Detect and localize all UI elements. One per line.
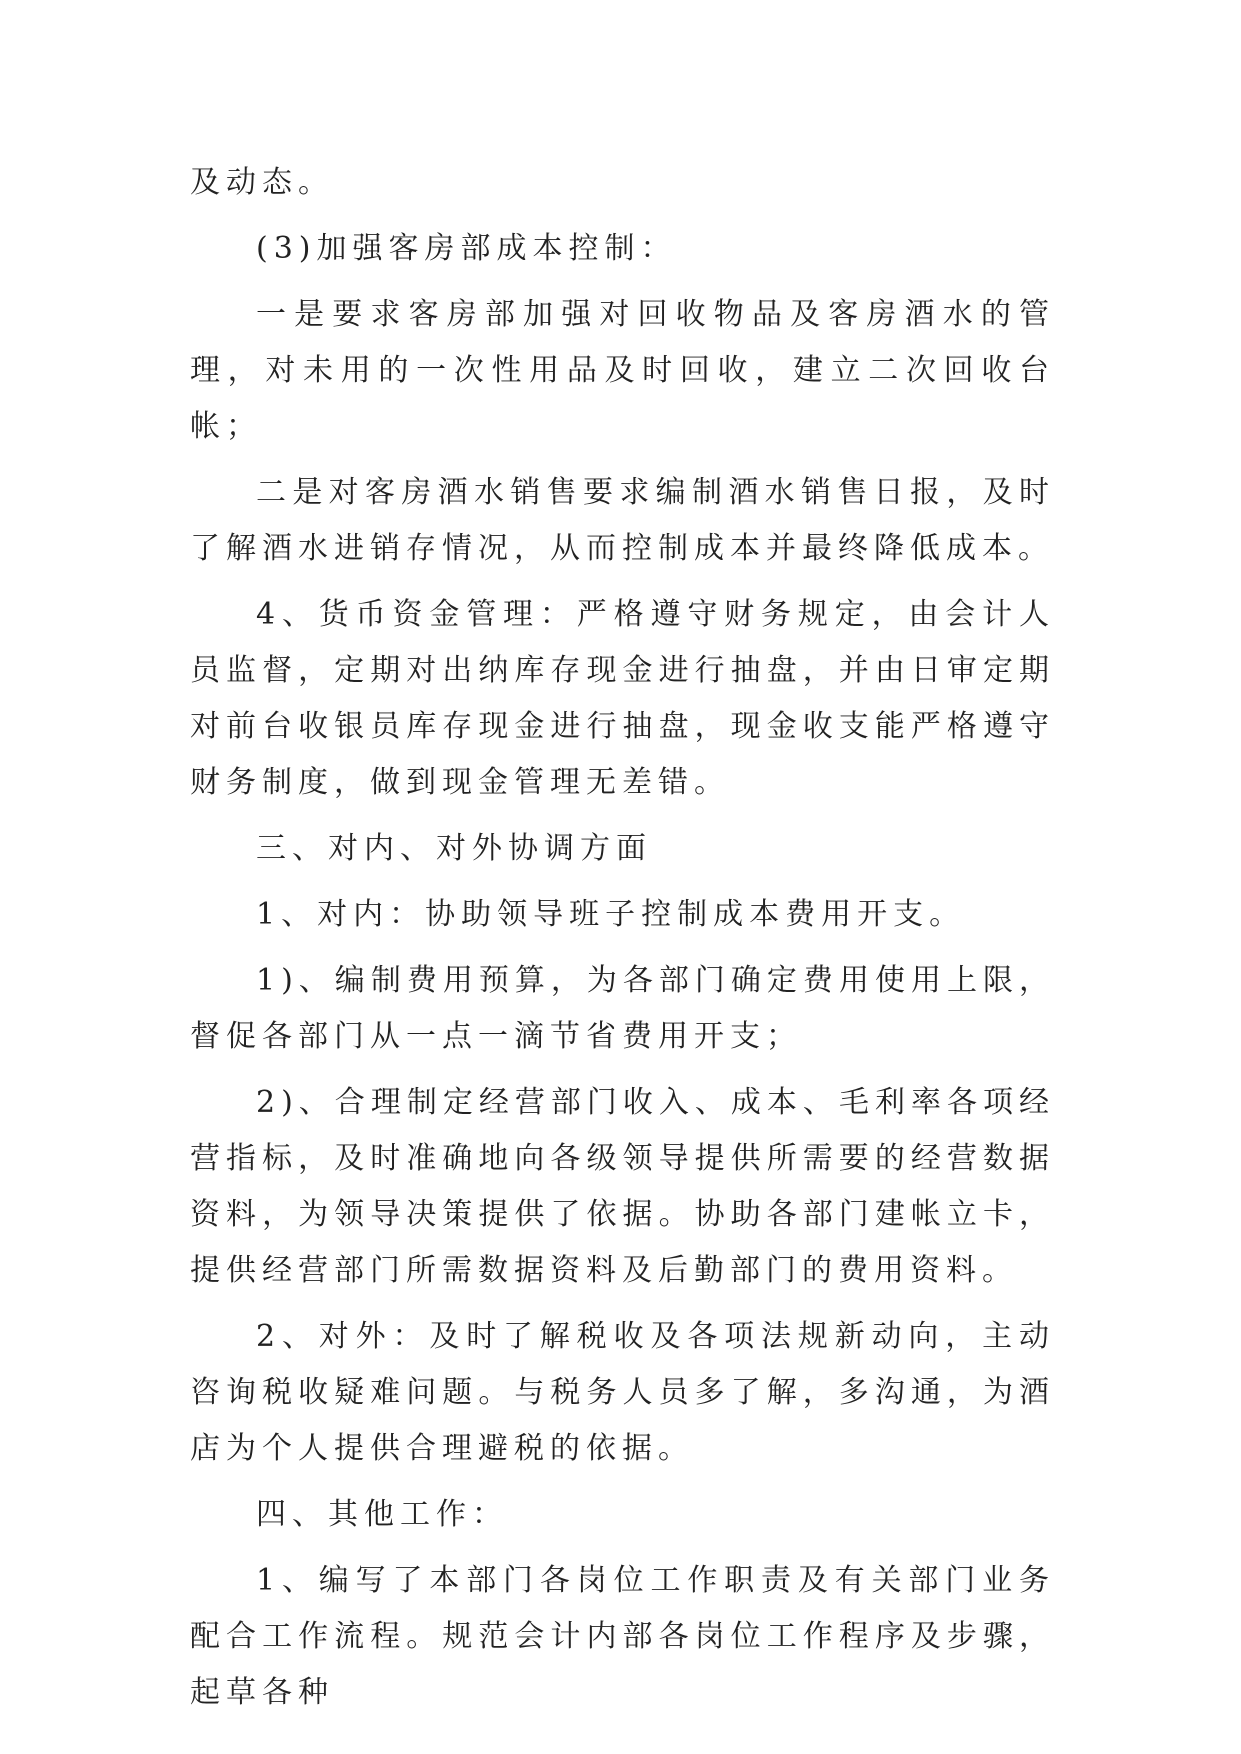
document-body <box>190 155 1055 1731</box>
paragraph-recycled-items: 一是要求客房部加强对回收物品及客房酒水的管理，对未用的一次性用品及时回收，建立二次回收台帐； <box>190 297 1055 444</box>
paragraph-external: 2、对外：及时了解税收及各项法规新动向，主动咨询税收疑难问题。与税务人员多了解，多沟通，为酒店为个人提供合理避税的依据。 <box>190 1319 1055 1466</box>
paragraph-continuation: 及动态。 <box>190 165 334 200</box>
paragraph-indicators: 2)、合理制定经营部门收入、成本、毛利率各项经营指标，及时准确地向各级领导提供所需要的经营数据资料，为领导决策提供了依据。协助各部门建帐立卡，提供经营部门所需数据资料及后勤部门的费用资料。 <box>190 1085 1055 1288</box>
paragraph-budget: 1)、编制费用预算，为各部门确定费用使用上限，督促各部门从一点一滴节省费用开支； <box>190 963 1055 1054</box>
paragraph-job-duties: 1、编写了本部门各岗位工作职责及有关部门业务配合工作流程。规范会计内部各岗位工作程序及步骤，起草各种 <box>190 1563 1055 1710</box>
paragraph-internal: 1、对内：协助领导班子控制成本费用开支。 <box>256 897 966 932</box>
paragraph-beverage-sales: 二是对客房酒水销售要求编制酒水销售日报，及时了解酒水进销存情况，从而控制成本并最终降低成本。 <box>190 475 1055 566</box>
section-heading-other-work: 四、其他工作： <box>256 1497 508 1532</box>
paragraph-room-cost-heading: (3)加强客房部成本控制： <box>256 231 677 266</box>
section-heading-coordination: 三、对内、对外协调方面 <box>256 831 652 866</box>
paragraph-cash-management: 4、货币资金管理：严格遵守财务规定，由会计人员监督，定期对出纳库存现金进行抽盘，并由日审定期对前台收银员库存现金进行抽盘，现金收支能严格遵守财务制度，做到现金管理无差错。 <box>190 597 1055 800</box>
